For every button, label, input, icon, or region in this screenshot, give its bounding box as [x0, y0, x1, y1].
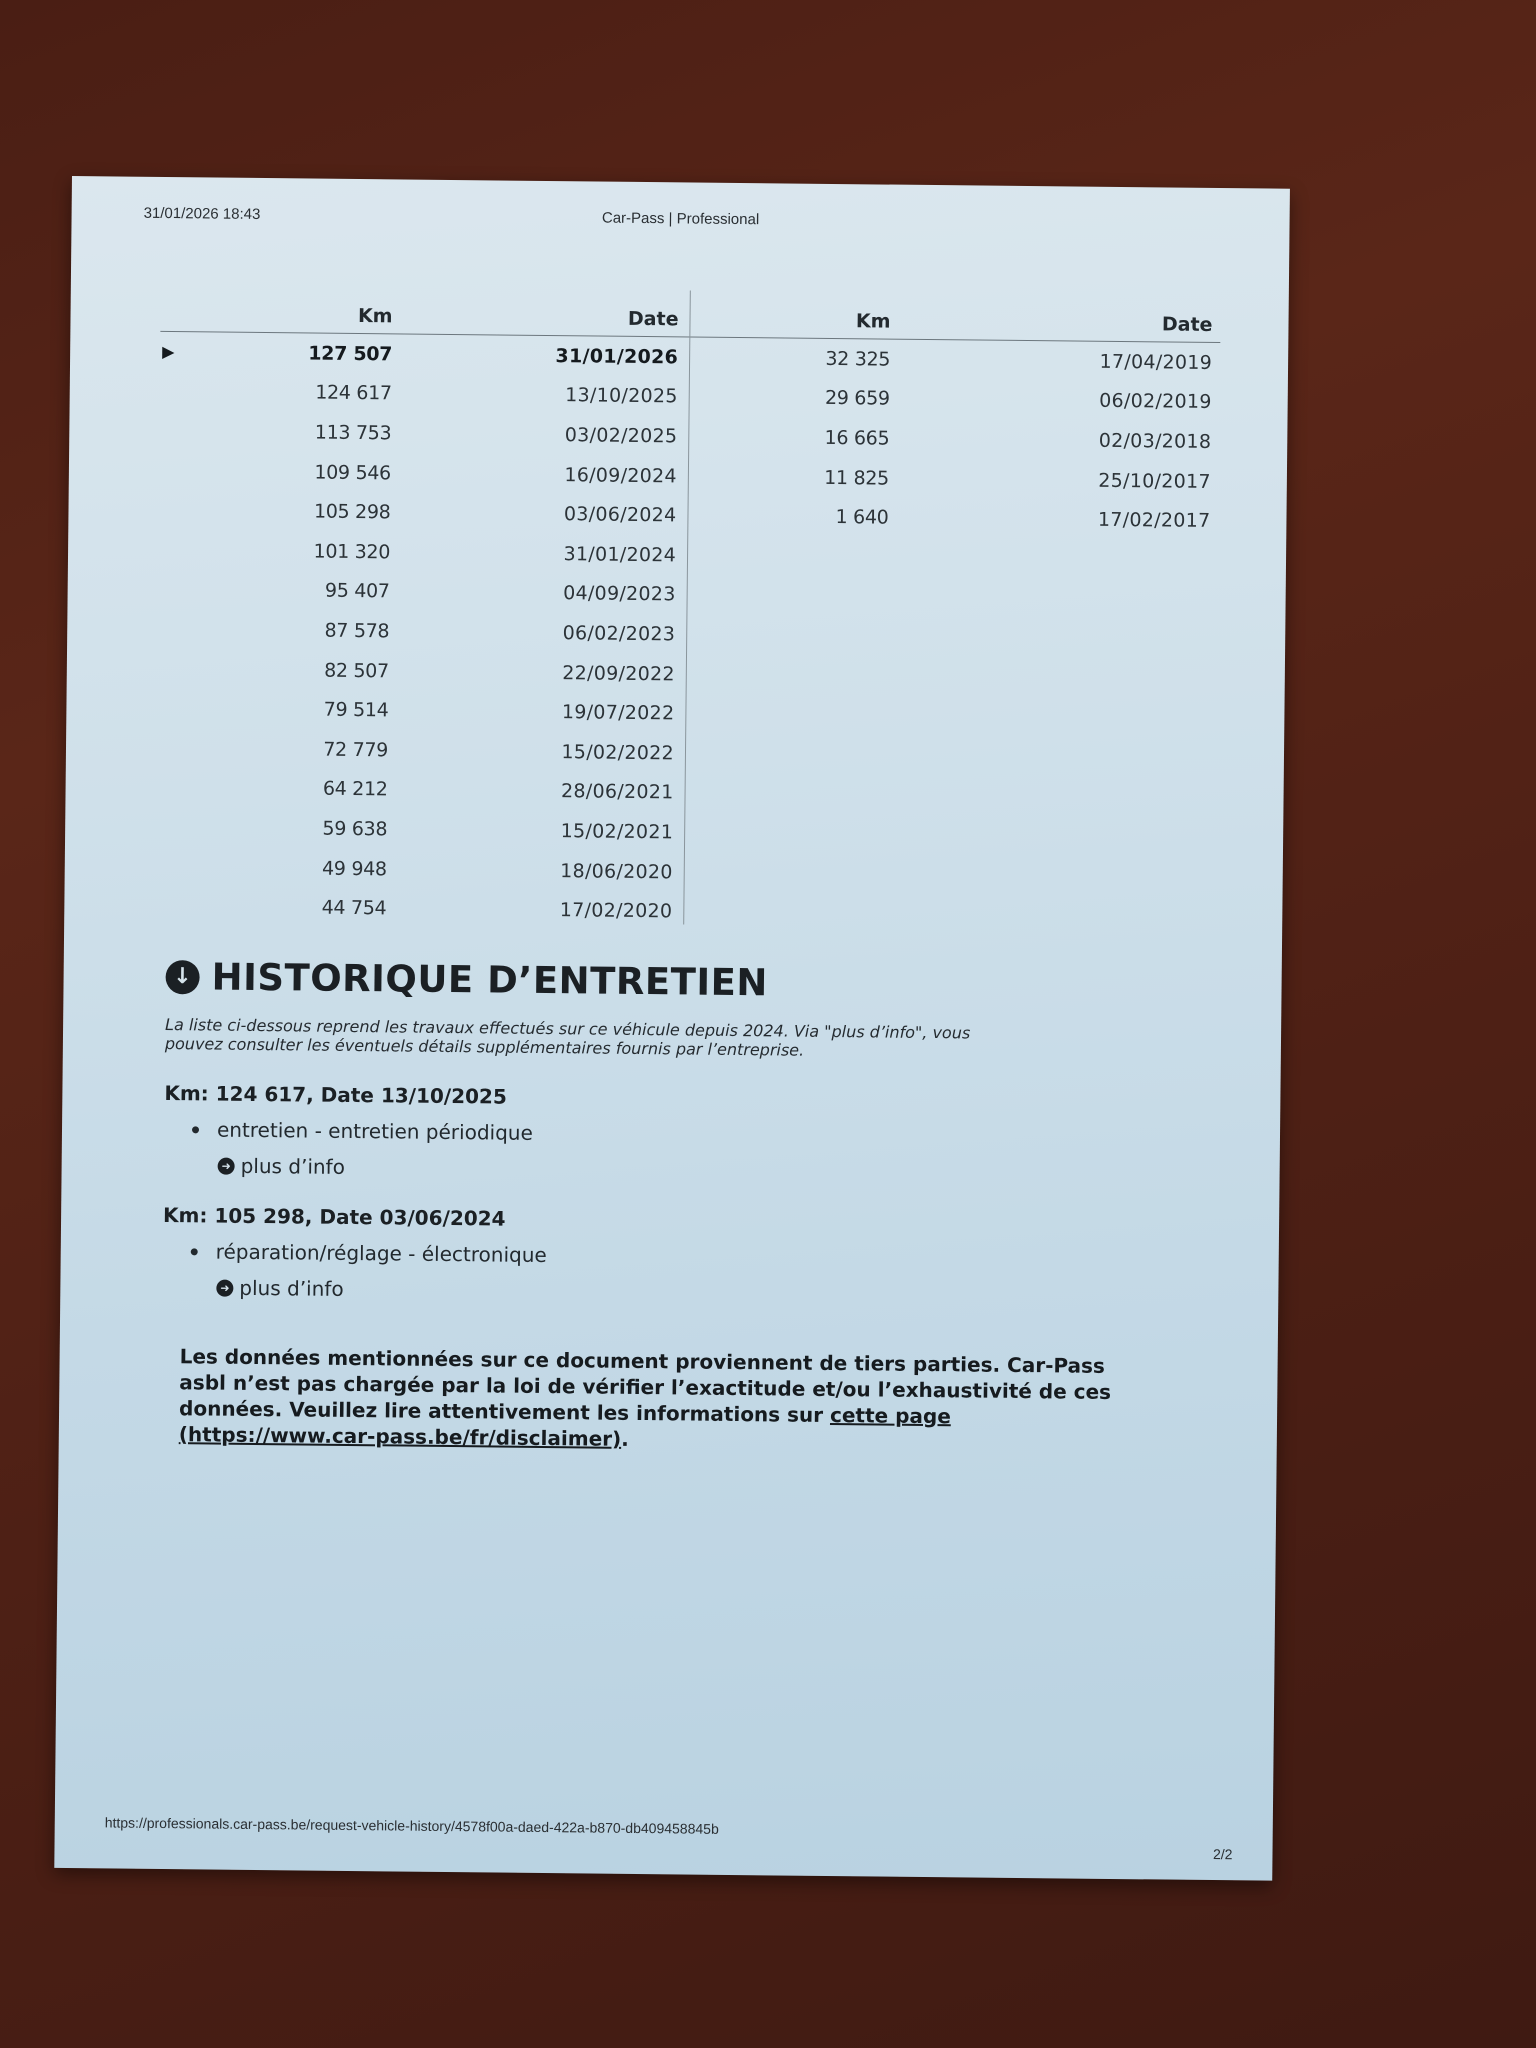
km-cell: 11 825: [824, 466, 889, 490]
section-title: [165, 955, 768, 1004]
km-cell: 16 665: [824, 426, 890, 450]
history-entry-item: entretien - entretien périodique: [216, 1117, 533, 1145]
km-cell: 32 325: [825, 347, 891, 371]
history-entry-list: [192, 1117, 533, 1181]
date-cell: 15/02/2022: [561, 740, 675, 765]
km-cell: 49 948: [321, 857, 387, 880]
date-cell: 28/06/2021: [560, 780, 674, 804]
mileage-header-right: [690, 290, 1220, 343]
date-cell: 16/09/2024: [564, 463, 678, 487]
bullet-icon: [191, 1248, 198, 1255]
date-cell: 22/09/2022: [562, 661, 675, 685]
table-row: [159, 451, 689, 496]
disclaimer: [179, 1343, 1140, 1457]
km-cell: 105 298: [313, 500, 391, 524]
disclaimer-end: .: [621, 1426, 629, 1451]
date-header: Date: [1161, 313, 1213, 336]
km-cell: 95 407: [324, 580, 390, 603]
km-cell: 87 578: [324, 619, 390, 643]
date-cell: 31/01/2026: [555, 344, 679, 369]
history-entry-item: réparation/réglage - électronique: [215, 1239, 547, 1268]
km-cell: 1 640: [835, 506, 889, 529]
km-cell: 101 320: [313, 540, 391, 564]
table-row: [156, 728, 686, 773]
table-row: [157, 609, 687, 654]
table-row: [159, 411, 689, 456]
table-row: [689, 456, 1219, 501]
date-cell: 02/03/2018: [1098, 429, 1212, 453]
mileage-column-right: [688, 290, 1221, 541]
table-row: [688, 496, 1218, 541]
table-row: [690, 337, 1220, 382]
disclaimer-link[interactable]: cette page (https://www.car-pass.be/fr/disclaimer): [178, 1403, 951, 1451]
date-cell: 31/01/2024: [563, 542, 677, 567]
arrow-right-circle-icon: ➜: [216, 1279, 233, 1296]
mileage-column-left: [154, 285, 691, 931]
date-cell: 17/02/2020: [559, 899, 673, 923]
list-item: [191, 1239, 547, 1267]
history-intro: La liste ci-dessous reprend les travaux effectués sur ce véhicule depuis 2024. Via "plus d’info", vous pouvez consulter les éventuels détails supplémentaires fournis par l’entreprise.: [164, 1015, 971, 1060]
km-cell: 44 754: [321, 896, 387, 920]
more-info-link[interactable]: [216, 1276, 546, 1303]
km-cell: 127 507: [308, 342, 393, 366]
km-cell: 109 546: [314, 461, 392, 484]
km-cell: 29 659: [824, 387, 890, 410]
print-footer: [104, 1814, 1233, 1863]
date-cell: 06/02/2019: [1099, 390, 1212, 414]
list-item: [192, 1117, 533, 1145]
date-cell: 15/02/2021: [560, 820, 674, 844]
table-row: [689, 417, 1219, 462]
history-entry-heading: Km: 105 298, Date 03/06/2024: [162, 1203, 506, 1231]
date-cell: 03/02/2025: [564, 424, 678, 448]
km-cell: 82 507: [324, 659, 389, 682]
km-cell: 124 617: [315, 381, 392, 405]
date-cell: 04/09/2023: [563, 582, 676, 606]
section-title-text: HISTORIQUE D’ENTRETIEN: [211, 955, 769, 1005]
table-row: [160, 332, 690, 377]
date-cell: 03/06/2024: [563, 503, 677, 527]
mileage-header-left: [160, 285, 690, 338]
print-header: [72, 204, 1290, 229]
date-cell: 18/06/2020: [560, 859, 673, 883]
km-header: Km: [357, 305, 393, 328]
print-site-title: Car-Pass | Professional: [601, 209, 760, 229]
arrow-down-circle-icon: ↓: [165, 960, 199, 994]
print-timestamp: 31/01/2026 18:43: [143, 204, 261, 223]
date-cell: 13/10/2025: [565, 384, 678, 408]
more-info-label[interactable]: plus d’info: [240, 1153, 346, 1179]
print-url: https://professionals.car-pass.be/request-vehicle-history/4578f00a-daed-422a-b870-db409458845b: [104, 1814, 719, 1837]
table-row: [155, 767, 685, 812]
table-row: [158, 490, 688, 535]
table-row: [158, 530, 688, 575]
history-entry-list: [190, 1239, 547, 1303]
km-cell: 59 638: [322, 817, 388, 841]
date-cell: 19/07/2022: [561, 701, 675, 725]
date-header: Date: [627, 307, 679, 331]
bullet-icon: [192, 1126, 199, 1133]
km-header: Km: [855, 310, 891, 333]
table-row: [690, 377, 1220, 422]
more-info-link[interactable]: [218, 1154, 533, 1181]
table-row: [160, 372, 690, 417]
km-cell: 79 514: [323, 698, 389, 722]
more-info-label[interactable]: plus d’info: [239, 1275, 344, 1301]
km-cell: 64 212: [322, 777, 388, 801]
table-row: [156, 688, 686, 733]
current-marker-icon: ▶: [162, 342, 175, 362]
disclaimer-text: Les données mentionnées sur ce document proviennent de tiers parties. Car-Pass asbl n’est pas chargée par la loi de vérifier l’exactitude et/ou l’exhaustivité de ces données. Veuillez lire attentivement les informations sur: [178, 1344, 1112, 1428]
table-row: [154, 886, 684, 931]
table-row: [155, 807, 685, 852]
printed-page: [54, 176, 1290, 1881]
km-cell: 72 779: [323, 738, 389, 762]
arrow-right-circle-icon: ➜: [218, 1157, 235, 1174]
page-number: 2/2: [1212, 1846, 1233, 1863]
km-cell: 113 753: [314, 421, 392, 445]
table-row: [157, 649, 687, 694]
table-row: [157, 569, 687, 614]
date-cell: 17/02/2017: [1097, 508, 1211, 533]
date-cell: 25/10/2017: [1098, 469, 1211, 493]
date-cell: 06/02/2023: [562, 622, 676, 646]
history-entry-heading: Km: 124 617, Date 13/10/2025: [164, 1081, 507, 1109]
date-cell: 17/04/2019: [1099, 350, 1213, 374]
table-row: [155, 847, 685, 892]
mileage-table: [161, 285, 1221, 923]
